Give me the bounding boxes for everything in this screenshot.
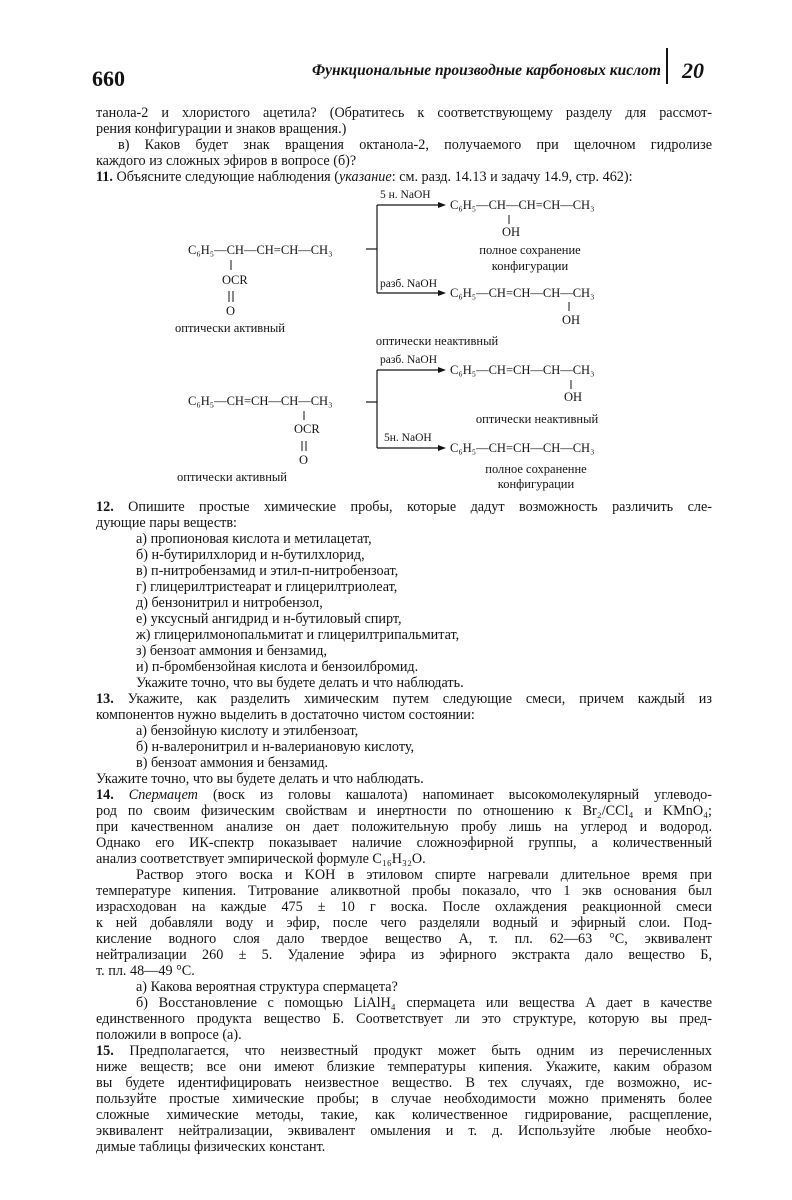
scheme-2-caption-bottom-1: полное сохраненне	[485, 462, 587, 476]
problem-14-line-2: род по своим физическим свойствам и инертности по отношению к Br₂/CCl₄ и KMnO₄;	[96, 803, 712, 819]
problem-14-term: Спермацет	[128, 787, 198, 803]
scheme-1-reactant-ester: OCR	[222, 273, 248, 287]
scheme-2-reactant-caption: оптически активный	[177, 470, 287, 484]
problem-11-hint-text: : см. разд. 14.13 и задачу 14.9, стр. 462):	[391, 169, 633, 185]
scheme-1-reagent-top: 5 н. NaOH	[380, 189, 431, 201]
problem-14-line-4: Однако его ИК-спектр показывает наличие сложноэфирной группы, а количественный	[96, 835, 712, 851]
scheme-2-product-top: C₆H₅—CH=CH—CH—CH₃	[450, 363, 595, 377]
problem-12-item-i: и) п-бромбензойная кислота и бензоилбромид.	[136, 659, 419, 675]
problem-11-hint-label: указание	[338, 169, 392, 185]
chapter-number: 20	[682, 58, 704, 83]
scheme-2-reactant-ester: OCR	[294, 422, 320, 436]
problem-15-number: 15.	[96, 1043, 114, 1059]
intro-line-3: в) Каков будет знак вращения октанола-2, получаемого при щелочном гидролизе	[118, 137, 712, 153]
problem-14-para2-line-5: кисление водного слоя дало твердое вещество А, т. пл. 62—63 °С, эквивалент	[96, 931, 712, 947]
problem-14-para2-line-3: израсходован на каждые 475 ± 10 г воска. После охлаждения реакционной смеси	[96, 899, 712, 915]
problem-12-item-f: е) уксусный ангидрид и н-бутиловый спирт,	[136, 611, 402, 627]
problem-13-number: 13.	[96, 691, 114, 707]
problem-13-line-2: компонентов нужно выделить в достаточно чистом состоянии:	[96, 707, 475, 723]
reaction-scheme-1	[175, 185, 640, 335]
problem-12-item-h: з) бензоат аммония и бензамид,	[136, 643, 327, 659]
scheme-1-product-top: C₆H₅—CH—CH=CH—CH₃	[450, 198, 595, 212]
problem-12-item-d: г) глицерилтристеарат и глицерилтриолеат,	[136, 579, 398, 595]
problem-15-line-6: эквивалент нейтрализации, эквивалент омыления и т. д. Используйте любые необхо-	[96, 1123, 712, 1139]
problem-12-item-e: д) бензонитрил и нитробензол,	[136, 595, 323, 611]
problem-13-item-a: а) бензойную кислоту и этилбензоат,	[136, 723, 359, 739]
running-title: Функциональные производные карбоновых кислот	[312, 62, 661, 79]
scheme-2-product-bottom: C₆H₅—CH=CH—CH—CH₃	[450, 441, 595, 455]
problem-12-closing: Укажите точно, что вы будете делать и что наблюдать.	[136, 675, 464, 691]
scheme-1-product-bottom-oh: OH	[562, 313, 581, 327]
scheme-2-product-top-oh: OH	[564, 390, 583, 404]
problem-12-item-g: ж) глицерилмонопальмитат и глицерилтрипальмитат,	[136, 627, 460, 643]
scheme-1-caption-bottom: оптически неактивный	[375, 334, 499, 348]
problem-15-text-1: Предполагается, что неизвестный продукт может быть одним из перечисленных	[129, 1043, 713, 1059]
problem-13-item-c: в) бензоат аммония и бензамид.	[136, 755, 329, 771]
scheme-2-reactant: C₆H₅—CH=CH—CH—CH₃	[188, 394, 333, 408]
problem-12-number: 12.	[96, 499, 114, 515]
problem-13-text-1: Укажите, как разделить химическим путем следующие смеси, причем каждый из	[127, 691, 712, 707]
scheme-2-reactant-oxygen: O	[299, 453, 309, 467]
problem-11-text: Объясните следующие наблюдения (	[116, 169, 339, 185]
problem-14-number: 14.	[96, 787, 114, 803]
scheme-1-reactant-caption: оптически активный	[175, 321, 285, 335]
header-divider	[666, 48, 668, 84]
scheme-1-reactant-oxygen: O	[226, 304, 236, 318]
problem-14-para2-line-1: Раствор этого воска и KOH в этиловом спирте нагревали длительное время при	[136, 867, 712, 883]
scheme-1-product-top-oh: OH	[502, 225, 521, 239]
intro-line-1: танола-2 и хлористого ацетила? (Обратитесь к соответствующему разделу для рассмот-	[96, 105, 712, 121]
page-number: 660	[92, 66, 125, 91]
problem-15-line-5: сложные химические методы, такие, как количественное гидрирование, расщепление,	[96, 1107, 712, 1123]
problem-12-item-c: в) п-нитробензамид и этил-п-нитробензоат,	[136, 563, 399, 579]
scheme-2-caption-bottom-2: конфигурации	[497, 477, 575, 491]
intro-line-4: каждого из сложных эфиров в вопросе (б)?	[96, 153, 357, 169]
problem-14-para2-line-6: нейтрализации 260 ± 5. Удаление эфира из эфирного экстракта дало вещество Б,	[96, 947, 712, 963]
scheme-2-caption-top: оптически неактивный	[475, 412, 599, 426]
problem-14-question-a: а) Какова вероятная структура спермацета?	[136, 979, 398, 995]
problem-13-item-b: б) н-валеронитрил и н-валериановую кислоту,	[136, 739, 415, 755]
scheme-2-reagent-top: разб. NaOH	[380, 354, 438, 366]
problem-15-line-2: ниже веществ; все они имеют близкие температуры кипения. Укажите, каким образом	[96, 1059, 712, 1075]
scheme-2-reagent-bottom: 5н. NaOH	[384, 432, 432, 444]
problem-12-line-1	[96, 499, 712, 515]
problem-14-para2-line-7: т. пл. 48—49 °С.	[96, 963, 195, 979]
problem-14-question-b-line-1: б) Восстановление с помощью LiAlH₄ спермацета или вещества А дает в качестве	[136, 995, 712, 1011]
reaction-scheme-2	[177, 352, 640, 502]
scheme-1-caption-top-2: конфигурации	[491, 259, 569, 273]
problem-12-item-b: б) н-бутирилхлорид и н-бутилхлорид,	[136, 547, 365, 563]
problem-14-text-1: (воск из головы кашалота) напоминает высокомолекулярный углеводо-	[212, 787, 712, 803]
problem-15-line-3: вы будете идентифицировать неизвестное вещество. В тех случаях, где возможно, ис-	[96, 1075, 712, 1091]
scheme-1-reactant: C₆H₅—CH—CH=CH—CH₃	[188, 243, 333, 257]
problem-12-line-2: дующие пары веществ:	[96, 515, 237, 531]
problem-14-line-1	[96, 787, 712, 803]
scheme-1-caption-top-1: полное сохранение	[479, 243, 581, 257]
problem-14-question-b-line-3: положили в вопросе (а).	[96, 1027, 242, 1043]
problem-14-line-5: анализ соответствует эмпирической формуле C₁₆H₃₂O.	[96, 851, 426, 867]
problem-12-text-1: Опишите простые химические пробы, которые дадут возможность различить сле-	[128, 499, 712, 515]
problem-12-item-a: а) пропионовая кислота и метилацетат,	[136, 531, 372, 547]
problem-13-closing: Укажите точно, что вы будете делать и что наблюдать.	[96, 771, 424, 787]
problem-14-para2-line-4: к ней добавляли воду и эфир, после чего разделяли водный и эфирный слои. Под-	[96, 915, 712, 931]
scheme-1-reagent-bottom: разб. NaOH	[380, 278, 438, 290]
problem-15-line-4: пользуйте простые химические пробы; в случае необходимости можно применять более	[96, 1091, 712, 1107]
problem-15-line-7: димые таблицы физических констант.	[96, 1139, 326, 1155]
problem-15-line-1	[96, 1043, 712, 1059]
scheme-1-product-bottom: C₆H₅—CH=CH—CH—CH₃	[450, 286, 595, 300]
intro-line-2: рения конфигурации и знаков вращения.)	[96, 121, 347, 137]
problem-13-line-1	[96, 691, 712, 707]
problem-11-number: 11.	[96, 169, 113, 185]
problem-11-heading	[96, 169, 633, 185]
problem-14-line-3: при качественном анализе он дает положительную пробу лишь на углерод и водород.	[96, 819, 712, 835]
problem-14-para2-line-2: температуре кипения. Титрование аликвотной пробы показало, что 1 экв основания был	[96, 883, 712, 899]
problem-14-question-b-line-2: единственного продукта вещество Б. Соответствует ли это структуре, которую вы пред-	[96, 1011, 712, 1027]
